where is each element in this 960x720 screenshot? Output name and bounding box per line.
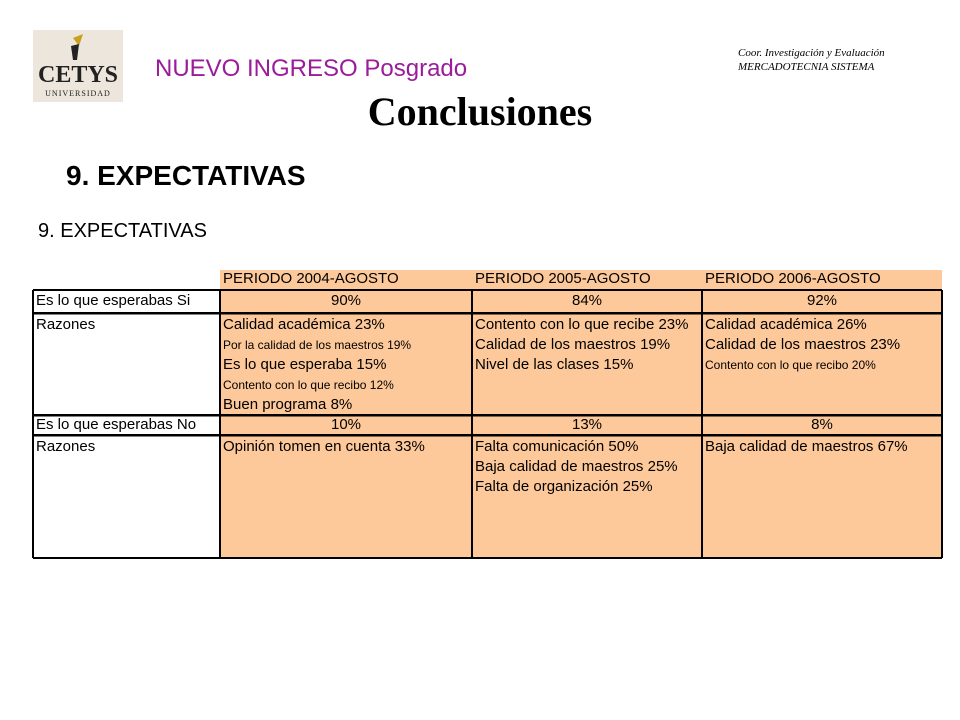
row-label-si: Es lo que esperabas Si <box>36 292 191 309</box>
razones-si-2006 <box>705 315 900 375</box>
value-no-2005: 13% <box>571 416 603 433</box>
reason-item: Baja calidad de maestros 67% <box>705 438 908 455</box>
reason-item: Falta comunicación 50% <box>475 438 639 455</box>
reason-item: Baja calidad de maestros 25% <box>475 458 678 475</box>
razones-no-2004 <box>223 437 425 457</box>
reason-item: Calidad de los maestros 23% <box>705 336 901 353</box>
reason-item: Nivel de las clases 15% <box>475 356 634 373</box>
reason-item: Contento con lo que recibo 20% <box>705 358 876 372</box>
logo-text: CETYS <box>37 62 119 88</box>
row-label-razones-si: Razones <box>36 316 96 333</box>
reason-item: Calidad académica 26% <box>705 316 867 333</box>
row-label-razones-no: Razones <box>36 438 96 455</box>
reason-item: Buen programa 8% <box>223 396 353 413</box>
table-title: 9. EXPECTATIVAS <box>38 220 207 242</box>
value-no-2006: 8% <box>811 416 833 433</box>
logo-subtext: UNIVERSIDAD <box>45 89 111 98</box>
reason-item: Contento con lo que recibo 12% <box>223 378 394 392</box>
coord-line-2: MERCADOTECNIA SISTEMA <box>738 61 875 73</box>
razones-si-2004 <box>223 315 411 415</box>
reason-item: Es lo que esperaba 15% <box>223 356 387 373</box>
section-heading: 9. EXPECTATIVAS <box>66 160 306 191</box>
reason-item: Por la calidad de los maestros 19% <box>223 338 412 352</box>
razones-no-2006 <box>705 437 908 457</box>
reason-item: Contento con lo que recibe 23% <box>475 316 689 333</box>
subtitle: NUEVO INGRESO Posgrado <box>155 55 468 82</box>
reason-item: Calidad de los maestros 19% <box>475 336 671 353</box>
period-header-2004: PERIODO 2004-AGOSTO <box>223 270 399 287</box>
page-title: Conclusiones <box>367 89 593 134</box>
period-header-2006: PERIODO 2006-AGOSTO <box>705 270 881 287</box>
coord-line-1: Coor. Investigación y Evaluación <box>738 47 885 59</box>
reason-item: Falta de organización 25% <box>475 478 653 495</box>
period-header-2005: PERIODO 2005-AGOSTO <box>475 270 651 287</box>
value-si-2004: 90% <box>330 292 362 309</box>
reason-item: Opinión tomen en cuenta 33% <box>223 438 425 455</box>
razones-si-2005 <box>475 315 688 375</box>
row-label-no: Es lo que esperabas No <box>36 416 197 433</box>
razones-no-2005 <box>475 437 678 497</box>
reason-item: Calidad académica 23% <box>223 316 385 333</box>
value-si-2005: 84% <box>571 292 603 309</box>
value-si-2006: 92% <box>806 292 838 309</box>
value-no-2004: 10% <box>330 416 362 433</box>
